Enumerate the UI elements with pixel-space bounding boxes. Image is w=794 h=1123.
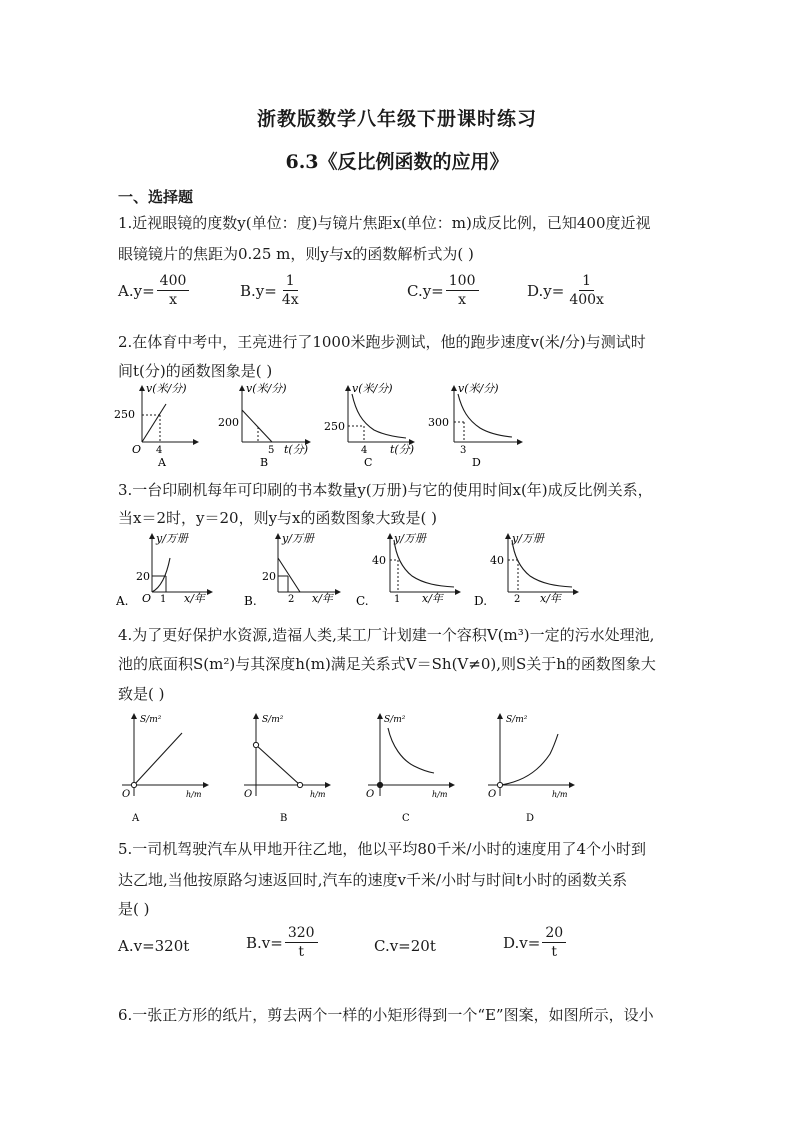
y-axis-label: y/万册	[512, 532, 544, 545]
y-tick-label: 40	[490, 554, 504, 567]
q3-graph-a[interactable]	[116, 528, 216, 610]
graph-curve	[388, 728, 434, 773]
graph-curve	[278, 558, 300, 592]
open-point	[297, 782, 302, 787]
option-label: D.y=	[527, 281, 565, 300]
graph-letter: C.	[356, 594, 369, 608]
y-tick-label: 300	[428, 416, 449, 429]
x-axis-label: x/年	[184, 592, 205, 605]
q2-graph-c[interactable]	[318, 380, 418, 470]
fraction: $\frac{1}{4x}$	[281, 273, 299, 308]
y-tick-label: 250	[114, 408, 135, 421]
q3-text-line2: 当x＝2时，y＝20，则y与x的函数图象大致是( )	[118, 509, 437, 527]
q3-text-line1: 3.一台印刷机每年可印刷的书本数量y(万册)与它的使用时间x(年)成反比例关系，	[118, 481, 653, 499]
x-tick-label: 4	[361, 445, 368, 456]
q4-graph-c[interactable]	[358, 708, 458, 826]
graph-letter: A	[132, 813, 140, 824]
x-axis-label: h/m	[432, 790, 448, 799]
fraction: $\frac{1}{400x}$	[569, 273, 604, 308]
open-point	[497, 782, 502, 787]
y-tick-label: 20	[262, 570, 276, 583]
x-tick-label: 2	[288, 594, 295, 605]
q1-text-line1: 1.近视眼镜的度数y(单位：度)与镜片焦距x(单位：m)成反比例，已知400度近视	[118, 214, 651, 232]
page-subtitle: 6.3《反比例函数的应用》	[285, 151, 509, 173]
option-label: A.y=	[118, 281, 155, 300]
y-axis-label: S/m²	[262, 715, 284, 725]
y-axis-label: v(米/分)	[146, 382, 187, 395]
y-axis-label: y/万册	[282, 532, 314, 545]
q2-graph-b[interactable]	[214, 380, 314, 470]
option-label: B.y=	[240, 281, 277, 300]
x-tick-label: 5	[268, 445, 275, 456]
graph-letter: A.	[116, 594, 129, 608]
fraction: $\frac{100}{x}$	[446, 273, 479, 308]
option-label: D.v=	[503, 933, 541, 952]
graph-letter: B.	[244, 594, 257, 608]
origin-label: O	[132, 443, 142, 456]
q2-text-line1: 2.在体育中考中，王亮进行了1000米跑步测试，他的跑步速度v(米/分)与测试时	[118, 333, 646, 351]
open-point	[131, 782, 136, 787]
graph-curve	[256, 745, 300, 785]
q2-graph-a[interactable]	[112, 380, 202, 470]
fraction: $\frac{20}{t}$	[542, 925, 566, 960]
origin-label: O	[366, 789, 375, 800]
q4-graph-a[interactable]	[112, 708, 212, 826]
y-axis-label: y/万册	[156, 532, 188, 545]
x-tick-label: 1	[394, 594, 401, 605]
y-axis-label: S/m²	[140, 715, 162, 725]
y-tick-label: 20	[136, 570, 150, 583]
q3-graph-b[interactable]	[244, 528, 344, 610]
x-tick-label: 3	[460, 445, 467, 456]
open-point	[253, 742, 258, 747]
x-axis-label: x/年	[540, 592, 561, 605]
graph-curve	[352, 394, 406, 438]
x-axis-label: h/m	[552, 790, 568, 799]
graph-letter: B	[280, 813, 288, 824]
y-axis-label: y/万册	[394, 532, 426, 545]
option-label: B.v=	[246, 933, 283, 952]
graph-curve	[500, 734, 558, 785]
q1-option-c[interactable]	[407, 273, 479, 308]
x-tick-label: 1	[160, 594, 167, 605]
graph-letter: D	[472, 456, 481, 469]
q1-option-a[interactable]	[118, 273, 189, 308]
y-tick-label: 40	[372, 554, 386, 567]
option-label: C.v=20t	[374, 937, 436, 955]
q5-option-a[interactable]	[118, 937, 189, 955]
q5-text-line2: 达乙地,当他按原路匀速返回时,汽车的速度v千米/小时与时间t小时的函数关系	[118, 871, 628, 889]
q4-graph-b[interactable]	[234, 708, 334, 826]
q5-option-d[interactable]	[503, 925, 566, 960]
y-axis-label: v(米/分)	[246, 382, 287, 395]
x-tick-label: 2	[514, 594, 521, 605]
y-axis-label: v(米/分)	[352, 382, 393, 395]
q6-text-line1: 6.一张正方形的纸片，剪去两个一样的小矩形得到一个“E”图案，如图所示，设小	[118, 1006, 654, 1024]
q4-graph-d[interactable]	[478, 708, 578, 826]
y-axis-label: S/m²	[506, 715, 528, 725]
origin-label: O	[122, 789, 131, 800]
q4-text-line3: 致是( )	[118, 685, 165, 703]
x-axis-label: t(分)	[390, 443, 415, 456]
graph-curve	[512, 540, 572, 587]
origin-label: O	[488, 789, 497, 800]
page-title: 浙教版数学八年级下册课时练习	[256, 108, 537, 130]
origin-label: O	[142, 592, 152, 605]
q3-graph-c[interactable]	[356, 528, 466, 610]
y-axis-label: v(米/分)	[458, 382, 499, 395]
graph-letter: B	[260, 456, 269, 469]
graph-curve	[394, 540, 454, 587]
x-tick-label: 4	[156, 445, 163, 456]
origin-label: O	[244, 789, 253, 800]
graph-curve	[142, 404, 166, 442]
x-axis-label: h/m	[310, 790, 326, 799]
fraction: $\frac{400}{x}$	[157, 273, 190, 308]
origin-point	[377, 782, 382, 787]
q3-graph-d[interactable]	[474, 528, 584, 610]
section-heading: 一、选择题	[118, 188, 194, 206]
x-axis-label: x/年	[422, 592, 443, 605]
graph-letter: A	[158, 456, 166, 469]
x-axis-label: x/年	[312, 592, 333, 605]
graph-letter: C	[364, 456, 373, 469]
q1-text-line2: 眼镜镜片的焦距为0.25 m，则y与x的函数解析式为( )	[118, 245, 474, 263]
x-axis-label: h/m	[186, 790, 202, 799]
option-label: C.y=	[407, 281, 444, 300]
graph-curve	[134, 733, 182, 785]
option-label: A.v=320t	[118, 937, 190, 955]
q2-text-line2: 间t(分)的函数图象是( )	[118, 362, 273, 380]
graph-letter: D.	[474, 594, 488, 608]
graph-curve	[152, 558, 170, 592]
x-axis-label: t(分)	[284, 443, 309, 456]
graph-curve	[242, 410, 272, 442]
q5-text-line1: 5.一司机驾驶汽车从甲地开往乙地，他以平均80千米/小时的速度用了4个小时到	[118, 840, 646, 858]
y-tick-label: 200	[218, 416, 239, 429]
fraction: $\frac{320}{t}$	[285, 925, 318, 960]
q5-option-b[interactable]	[246, 925, 318, 960]
q1-option-d[interactable]	[527, 273, 607, 308]
graph-letter: C	[402, 813, 410, 824]
q1-option-b[interactable]	[240, 273, 302, 308]
y-tick-label: 250	[324, 420, 345, 433]
graph-curve	[458, 394, 512, 437]
q4-text-line2: 池的底面积S(m²)与其深度h(m)满足关系式V＝Sh(V≠0),则S关于h的函数图象大	[118, 655, 656, 673]
y-axis-label: S/m²	[384, 715, 406, 725]
q5-option-c[interactable]	[374, 937, 436, 955]
q2-graph-d[interactable]	[426, 380, 526, 470]
graph-letter: D	[526, 813, 535, 824]
q5-text-line3: 是( )	[118, 900, 150, 918]
q4-text-line1: 4.为了更好保护水资源,造福人类,某工厂计划建一个容积V(m³)一定的污水处理池,	[118, 626, 655, 644]
